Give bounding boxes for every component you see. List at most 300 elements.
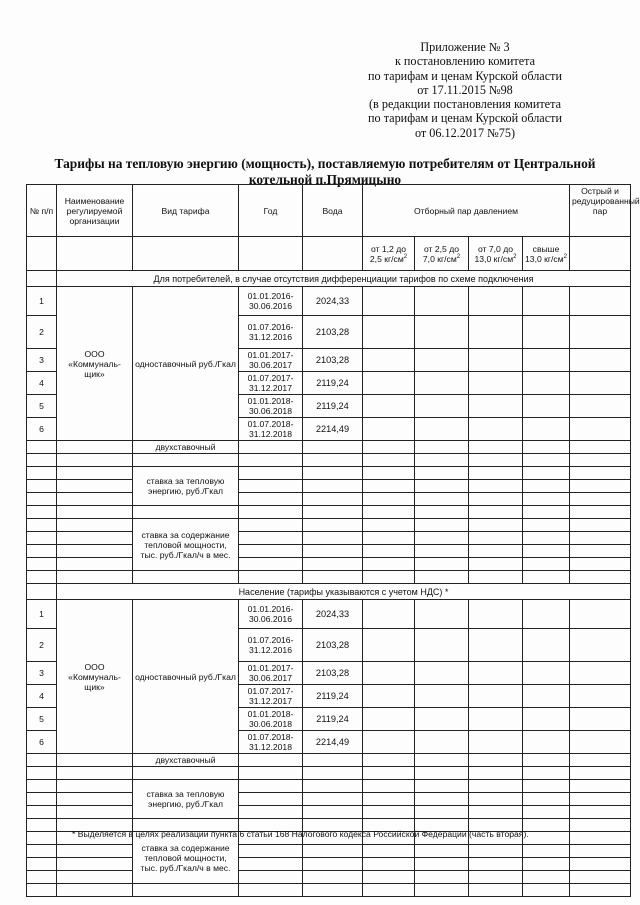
- empty-cell: [415, 349, 469, 372]
- empty-cell: [523, 395, 570, 418]
- empty-cell: [27, 545, 57, 558]
- header-subrow: [27, 237, 631, 271]
- empty-cell: [57, 480, 133, 493]
- empty-cell: [415, 884, 469, 897]
- row-number: 3: [27, 662, 57, 685]
- empty-cell: [415, 441, 469, 454]
- empty-cell: [27, 506, 57, 519]
- empty-cell: [57, 806, 133, 819]
- empty-cell: [57, 519, 133, 532]
- two-part-row: [27, 806, 631, 819]
- section-heading: Для потребителей, в случае отсутствия дифференциации тарифов по схеме подключения: [57, 271, 631, 287]
- empty-cell: [570, 441, 631, 454]
- empty-cell: [469, 685, 523, 708]
- two-part-row: [27, 558, 631, 571]
- empty-cell: [469, 793, 523, 806]
- two-part-row: [27, 780, 631, 793]
- rate-capacity: ставка за содержание тепловой мощности, тыс. руб./Гкал/ч в мес.: [133, 519, 239, 571]
- empty-cell: [469, 316, 523, 349]
- empty-cell: [415, 600, 469, 629]
- empty-cell: [239, 754, 303, 767]
- empty-cell: [133, 454, 239, 467]
- header-steam-pressure: [523, 237, 570, 271]
- empty-cell: [469, 349, 523, 372]
- empty-cell: [239, 467, 303, 480]
- empty-cell: [469, 441, 523, 454]
- empty-cell: [415, 493, 469, 506]
- empty-cell: [415, 708, 469, 731]
- period: 01.01.2017-30.06.2017: [239, 662, 303, 685]
- tariff-value-row: [27, 600, 631, 629]
- empty-cell: [57, 571, 133, 584]
- empty-cell: [57, 493, 133, 506]
- empty-cell: [570, 858, 631, 871]
- period: 01.07.2017-31.12.2017: [239, 372, 303, 395]
- empty-cell: [415, 372, 469, 395]
- empty-cell: [415, 806, 469, 819]
- empty-cell: [570, 532, 631, 545]
- empty-cell: [239, 532, 303, 545]
- empty-cell: [303, 493, 363, 506]
- empty-cell: [469, 708, 523, 731]
- empty-cell: [523, 532, 570, 545]
- empty-cell: [27, 871, 57, 884]
- water-tariff-value: 2024,33: [303, 287, 363, 316]
- empty-cell: [570, 467, 631, 480]
- empty-cell: [363, 731, 415, 754]
- empty-cell: [303, 454, 363, 467]
- empty-cell: [27, 532, 57, 545]
- row-number: 4: [27, 685, 57, 708]
- empty-cell: [239, 441, 303, 454]
- two-part-row: [27, 754, 631, 767]
- pressure-unit-exp: 2: [403, 253, 408, 260]
- water-tariff-value: 2119,24: [303, 395, 363, 418]
- empty-cell: [363, 545, 415, 558]
- empty-cell: [570, 454, 631, 467]
- empty-cell: [239, 571, 303, 584]
- empty-cell: [523, 780, 570, 793]
- empty-cell: [469, 395, 523, 418]
- empty-cell: [363, 662, 415, 685]
- empty-cell: [523, 372, 570, 395]
- empty-cell: [363, 349, 415, 372]
- empty-cell: [415, 558, 469, 571]
- empty-cell: [57, 467, 133, 480]
- water-tariff-value: 2214,49: [303, 418, 363, 441]
- empty-cell: [303, 467, 363, 480]
- two-part-row: [27, 793, 631, 806]
- pressure-unit-exp: 2: [513, 253, 517, 260]
- empty-cell: [570, 493, 631, 506]
- empty-cell: [523, 600, 570, 629]
- empty-cell: [363, 629, 415, 662]
- tariff-table: [26, 184, 640, 897]
- empty-cell: [303, 780, 363, 793]
- two-part-tariff: двухставочный: [133, 754, 239, 767]
- empty-cell: [415, 845, 469, 858]
- empty-cell: [415, 571, 469, 584]
- empty-cell: [415, 454, 469, 467]
- empty-cell: [570, 754, 631, 767]
- empty-cell: [239, 767, 303, 780]
- section-heading-row: [27, 271, 631, 287]
- empty-cell: [363, 685, 415, 708]
- water-tariff-value: 2103,28: [303, 629, 363, 662]
- empty-cell: [363, 493, 415, 506]
- water-tariff-value: 2119,24: [303, 708, 363, 731]
- appendix-line: от 06.12.2017 №75): [414, 125, 516, 140]
- empty-cell: [363, 806, 415, 819]
- two-part-row: [27, 519, 631, 532]
- empty-cell: [303, 480, 363, 493]
- empty-cell: [363, 558, 415, 571]
- empty-cell: [523, 708, 570, 731]
- empty-cell: [133, 884, 239, 897]
- empty-cell: [239, 793, 303, 806]
- empty-cell: [133, 237, 239, 271]
- empty-cell: [523, 685, 570, 708]
- empty-cell: [239, 506, 303, 519]
- empty-cell: [415, 519, 469, 532]
- row-number: 2: [27, 316, 57, 349]
- water-tariff-value: 2103,28: [303, 316, 363, 349]
- empty-cell: [523, 629, 570, 662]
- footnote: * Выделяется в целях реализации пункта 6 статьи 168 Налогового кодекса Российской Федерации (часть вторая).: [72, 829, 529, 839]
- empty-cell: [570, 418, 631, 441]
- empty-cell: [570, 349, 631, 372]
- empty-cell: [363, 532, 415, 545]
- empty-cell: [27, 584, 57, 600]
- empty-cell: [415, 418, 469, 441]
- empty-cell: [239, 871, 303, 884]
- pressure-label: от 1,2 до 2,5 кг/см: [369, 243, 407, 264]
- empty-cell: [303, 845, 363, 858]
- header-steam-pressure: [469, 237, 523, 271]
- empty-cell: [469, 493, 523, 506]
- empty-cell: [415, 532, 469, 545]
- empty-cell: [570, 629, 631, 662]
- empty-cell: [27, 793, 57, 806]
- pressure-label: свыше 13,0 кг/см: [525, 243, 564, 264]
- empty-cell: [27, 858, 57, 871]
- empty-cell: [570, 662, 631, 685]
- row-number: 4: [27, 372, 57, 395]
- empty-cell: [239, 806, 303, 819]
- empty-cell: [363, 454, 415, 467]
- empty-cell: [57, 237, 133, 271]
- empty-cell: [363, 600, 415, 629]
- empty-cell: [239, 480, 303, 493]
- header-tariff-type: Вид тарифа: [133, 185, 239, 237]
- row-number: 3: [27, 349, 57, 372]
- empty-cell: [570, 600, 631, 629]
- empty-cell: [469, 571, 523, 584]
- appendix-reference: [330, 40, 600, 140]
- empty-cell: [469, 806, 523, 819]
- period: 01.01.2018-30.06.2018: [239, 708, 303, 731]
- empty-cell: [27, 493, 57, 506]
- empty-cell: [469, 454, 523, 467]
- empty-cell: [27, 467, 57, 480]
- empty-cell: [415, 395, 469, 418]
- empty-cell: [469, 629, 523, 662]
- title-line-1: Тарифы на тепловую энергию (мощность), поставляемую потребителям от Центральной: [54, 156, 596, 171]
- empty-cell: [303, 884, 363, 897]
- empty-cell: [303, 767, 363, 780]
- empty-cell: [239, 519, 303, 532]
- empty-cell: [27, 780, 57, 793]
- two-part-row: [27, 467, 631, 480]
- empty-cell: [570, 871, 631, 884]
- pressure-label: от 7,0 до 13,0 кг/см: [474, 243, 514, 264]
- pressure-unit-exp: 2: [456, 253, 461, 260]
- empty-cell: [27, 558, 57, 571]
- section-heading: Население (тарифы указываются с учетом НДС) *: [57, 584, 631, 600]
- empty-cell: [469, 506, 523, 519]
- row-number: 5: [27, 395, 57, 418]
- empty-cell: [469, 845, 523, 858]
- empty-cell: [27, 806, 57, 819]
- organization-name: ООО «Коммуналь-щик»: [57, 287, 133, 441]
- empty-cell: [469, 287, 523, 316]
- empty-cell: [239, 884, 303, 897]
- empty-cell: [415, 780, 469, 793]
- empty-cell: [523, 506, 570, 519]
- empty-cell: [469, 858, 523, 871]
- two-part-row: [27, 441, 631, 454]
- empty-cell: [133, 506, 239, 519]
- empty-cell: [415, 871, 469, 884]
- header-steam-pressure: [415, 237, 469, 271]
- empty-cell: [570, 884, 631, 897]
- empty-cell: [523, 767, 570, 780]
- two-part-row: [27, 571, 631, 584]
- period: 01.01.2016-30.06.2016: [239, 287, 303, 316]
- empty-cell: [363, 708, 415, 731]
- empty-cell: [363, 441, 415, 454]
- empty-cell: [133, 767, 239, 780]
- empty-cell: [469, 767, 523, 780]
- empty-cell: [363, 845, 415, 858]
- empty-cell: [57, 558, 133, 571]
- empty-cell: [570, 395, 631, 418]
- empty-cell: [57, 506, 133, 519]
- two-part-row: [27, 480, 631, 493]
- empty-cell: [523, 793, 570, 806]
- empty-cell: [469, 545, 523, 558]
- empty-cell: [27, 237, 57, 271]
- header-num: № п/п: [27, 185, 57, 237]
- water-tariff-value: 2214,49: [303, 731, 363, 754]
- empty-cell: [469, 662, 523, 685]
- empty-cell: [523, 871, 570, 884]
- empty-cell: [570, 506, 631, 519]
- empty-cell: [570, 316, 631, 349]
- appendix-line: к постановлению комитета: [394, 54, 536, 69]
- header-steam: Отборный пар давлением: [363, 185, 570, 237]
- empty-cell: [415, 685, 469, 708]
- empty-cell: [469, 480, 523, 493]
- two-part-row: [27, 506, 631, 519]
- empty-cell: [363, 767, 415, 780]
- header-row: [27, 185, 631, 237]
- empty-cell: [57, 858, 133, 871]
- two-part-tariff: двухставочный: [133, 441, 239, 454]
- empty-cell: [303, 871, 363, 884]
- empty-cell: [303, 754, 363, 767]
- empty-cell: [415, 662, 469, 685]
- appendix-line: (в редакции постановления комитета: [369, 97, 561, 112]
- empty-cell: [303, 545, 363, 558]
- empty-cell: [57, 871, 133, 884]
- empty-cell: [570, 708, 631, 731]
- empty-cell: [415, 767, 469, 780]
- empty-cell: [523, 884, 570, 897]
- empty-cell: [570, 767, 631, 780]
- empty-cell: [57, 793, 133, 806]
- empty-cell: [363, 480, 415, 493]
- empty-cell: [27, 519, 57, 532]
- empty-cell: [469, 780, 523, 793]
- empty-cell: [523, 858, 570, 871]
- empty-cell: [27, 480, 57, 493]
- water-tariff-value: 2119,24: [303, 372, 363, 395]
- empty-cell: [415, 480, 469, 493]
- empty-cell: [27, 754, 57, 767]
- empty-cell: [27, 819, 57, 832]
- empty-cell: [415, 754, 469, 767]
- appendix-line: по тарифам и ценам Курской области: [368, 111, 562, 126]
- empty-cell: [57, 441, 133, 454]
- empty-cell: [363, 506, 415, 519]
- empty-cell: [303, 793, 363, 806]
- water-tariff-value: 2103,28: [303, 662, 363, 685]
- two-part-row: [27, 858, 631, 871]
- empty-cell: [523, 519, 570, 532]
- pressure-unit-exp: 2: [563, 253, 567, 260]
- header-steam-pressure: [363, 237, 415, 271]
- empty-cell: [27, 884, 57, 897]
- empty-cell: [303, 558, 363, 571]
- rate-energy: ставка за тепловую энергию, руб./Гкал: [133, 780, 239, 819]
- empty-cell: [57, 767, 133, 780]
- empty-cell: [57, 532, 133, 545]
- empty-cell: [415, 731, 469, 754]
- period: 01.01.2017-30.06.2017: [239, 349, 303, 372]
- period: 01.07.2017-31.12.2017: [239, 685, 303, 708]
- empty-cell: [27, 454, 57, 467]
- empty-cell: [239, 493, 303, 506]
- empty-cell: [27, 845, 57, 858]
- empty-cell: [570, 237, 631, 271]
- empty-cell: [570, 571, 631, 584]
- empty-cell: [570, 558, 631, 571]
- empty-cell: [570, 780, 631, 793]
- empty-cell: [523, 349, 570, 372]
- two-part-row: [27, 884, 631, 897]
- water-tariff-value: 2119,24: [303, 685, 363, 708]
- empty-cell: [239, 558, 303, 571]
- empty-cell: [415, 793, 469, 806]
- empty-cell: [469, 532, 523, 545]
- empty-cell: [523, 545, 570, 558]
- empty-cell: [523, 480, 570, 493]
- two-part-row: [27, 845, 631, 858]
- tariff-value-row: [27, 287, 631, 316]
- empty-cell: [523, 493, 570, 506]
- empty-cell: [363, 884, 415, 897]
- empty-cell: [57, 780, 133, 793]
- water-tariff-value: 2103,28: [303, 349, 363, 372]
- empty-cell: [363, 287, 415, 316]
- empty-cell: [570, 519, 631, 532]
- empty-cell: [469, 600, 523, 629]
- empty-cell: [469, 558, 523, 571]
- empty-cell: [363, 571, 415, 584]
- header-water: Вода: [303, 185, 363, 237]
- empty-cell: [239, 845, 303, 858]
- row-number: 2: [27, 629, 57, 662]
- empty-cell: [570, 480, 631, 493]
- row-number: 1: [27, 600, 57, 629]
- empty-cell: [523, 662, 570, 685]
- empty-cell: [570, 731, 631, 754]
- period: 01.01.2016-30.06.2016: [239, 600, 303, 629]
- empty-cell: [523, 845, 570, 858]
- empty-cell: [363, 754, 415, 767]
- organization-name: ООО «Коммуналь-щик»: [57, 600, 133, 754]
- header-sharp-steam: Острый и редуцированный пар: [570, 185, 631, 237]
- appendix-line: по тарифам и ценам Курской области: [368, 68, 562, 83]
- appendix-line: от 17.11.2015 №98: [417, 82, 513, 97]
- pressure-label: от 2,5 до 7,0 кг/см: [422, 243, 460, 264]
- empty-cell: [303, 532, 363, 545]
- empty-cell: [303, 441, 363, 454]
- empty-cell: [570, 793, 631, 806]
- period: 01.07.2018-31.12.2018: [239, 418, 303, 441]
- empty-cell: [27, 441, 57, 454]
- row-number: 6: [27, 731, 57, 754]
- empty-cell: [523, 571, 570, 584]
- empty-cell: [239, 858, 303, 871]
- empty-cell: [570, 806, 631, 819]
- empty-cell: [469, 884, 523, 897]
- empty-cell: [363, 858, 415, 871]
- two-part-row: [27, 454, 631, 467]
- one-part-tariff: одноставочный руб./Гкал: [133, 600, 239, 754]
- empty-cell: [239, 454, 303, 467]
- empty-cell: [469, 418, 523, 441]
- empty-cell: [469, 754, 523, 767]
- empty-cell: [570, 845, 631, 858]
- empty-cell: [57, 545, 133, 558]
- empty-cell: [415, 545, 469, 558]
- two-part-row: [27, 532, 631, 545]
- empty-cell: [363, 418, 415, 441]
- section-heading-row: [27, 584, 631, 600]
- rate-capacity: ставка за содержание тепловой мощности, тыс. руб./Гкал/ч в мес.: [133, 832, 239, 884]
- empty-cell: [57, 845, 133, 858]
- empty-cell: [523, 806, 570, 819]
- empty-cell: [570, 372, 631, 395]
- empty-cell: [523, 558, 570, 571]
- empty-cell: [523, 418, 570, 441]
- empty-cell: [363, 519, 415, 532]
- header-org: Наименование регулируемой организации: [57, 185, 133, 237]
- empty-cell: [469, 871, 523, 884]
- empty-cell: [415, 629, 469, 662]
